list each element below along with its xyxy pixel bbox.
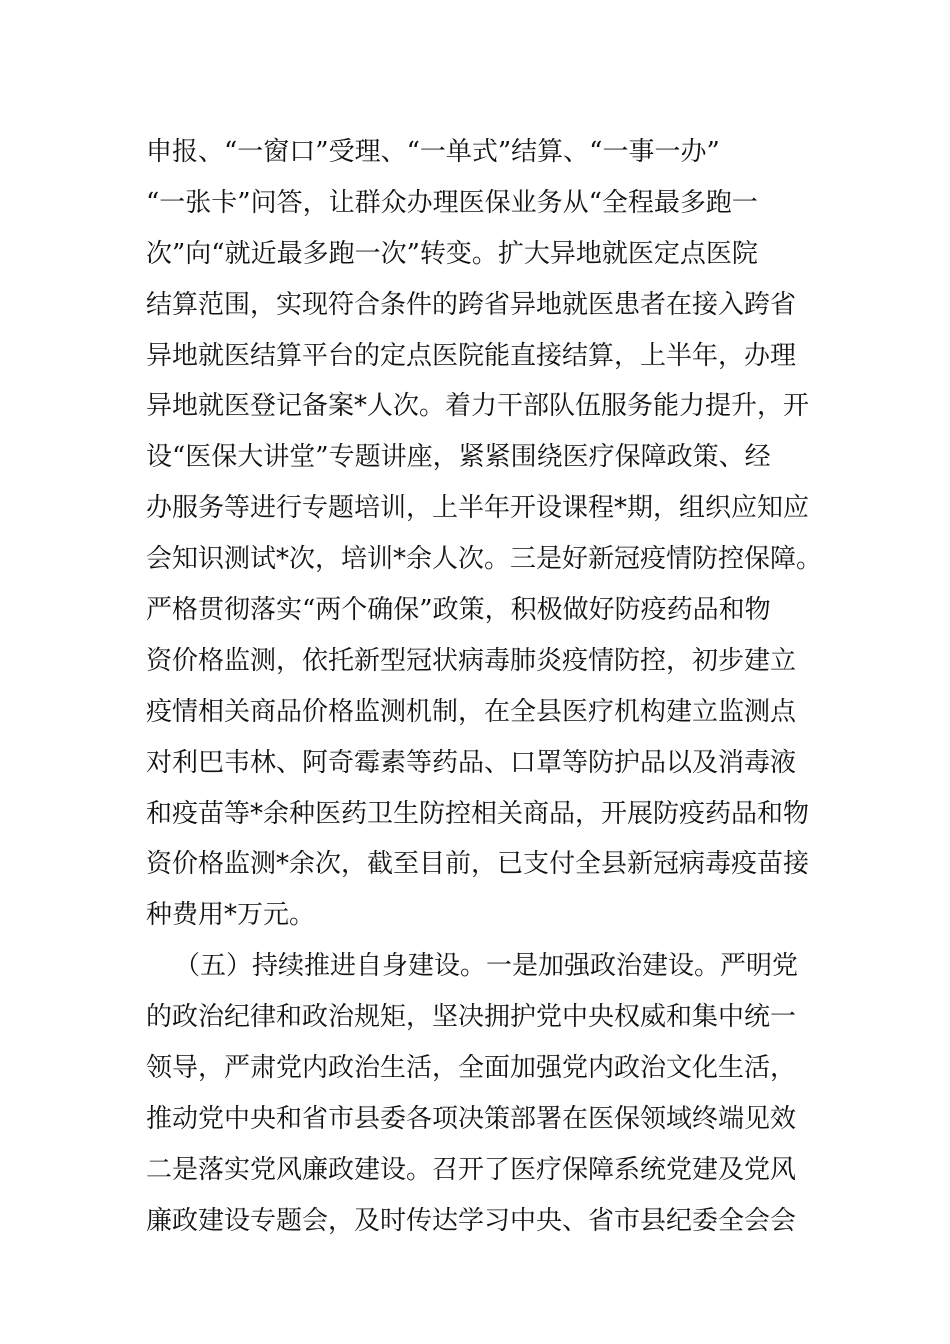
text-line: 推动党中央和省市县委各项决策部署在医保领域终端见效 (146, 1103, 797, 1134)
text-line: “一张卡”问答，让群众办理医保业务从“全程最多跑一 (146, 187, 758, 218)
text-line: 和疫苗等*余种医药卫生防控相关商品，开展防疫药品和物 (146, 798, 810, 829)
text-line: 申报、“一窗口”受理、“一单式”结算、“一事一办” (146, 137, 720, 167)
text-line: 对利巴韦林、阿奇霉素等药品、口罩等防护品以及消毒液 (146, 747, 797, 778)
text-line: 廉政建设专题会，及时传达学习中央、省市县纪委全会会 (146, 1205, 797, 1236)
text-line: 会知识测试*次，培训*余人次。三是好新冠疫情防控保障。 (146, 544, 823, 575)
body-text (146, 127, 823, 1247)
text-line: 的政治纪律和政治规矩，坚决拥护党中央权威和集中统一 (146, 1002, 797, 1033)
text-line: 二是落实党风廉政建设。召开了医疗保障系统党建及党风 (146, 1154, 797, 1185)
text-line: 疫情相关商品价格监测机制，在全县医疗机构建立监测点 (146, 696, 797, 727)
text-line: 资价格监测*余次，截至目前，已支付全县新冠病毒疫苗接 (146, 849, 810, 880)
text-line: 异地就医登记备案*人次。着力干部队伍服务能力提升，开 (146, 391, 810, 422)
text-line: 办服务等进行专题培训，上半年开设课程*期，组织应知应 (146, 493, 810, 524)
text-line: 结算范围，实现符合条件的跨省异地就医患者在接入跨省 (146, 289, 797, 320)
text-line: 严格贯彻落实“两个确保”政策，积极做好防疫药品和物 (146, 595, 771, 626)
text-line: 领导，严肃党内政治生活，全面加强党内政治文化生活， (146, 1053, 797, 1084)
section-heading-line: （五）持续推进自身建设。一是加强政治建设。严明党 (174, 951, 799, 982)
text-line: 次”向“就近最多跑一次”转变。扩大异地就医定点医院 (146, 238, 758, 269)
text-line: 种费用*万元。 (146, 900, 316, 931)
text-line: 设“医保大讲堂”专题讲座，紧紧围绕医疗保障政策、经 (146, 442, 771, 473)
text-line: 资价格监测，依托新型冠状病毒肺炎疫情防控，初步建立 (146, 645, 797, 676)
text-line: 异地就医结算平台的定点医院能直接结算，上半年，办理 (146, 340, 797, 371)
